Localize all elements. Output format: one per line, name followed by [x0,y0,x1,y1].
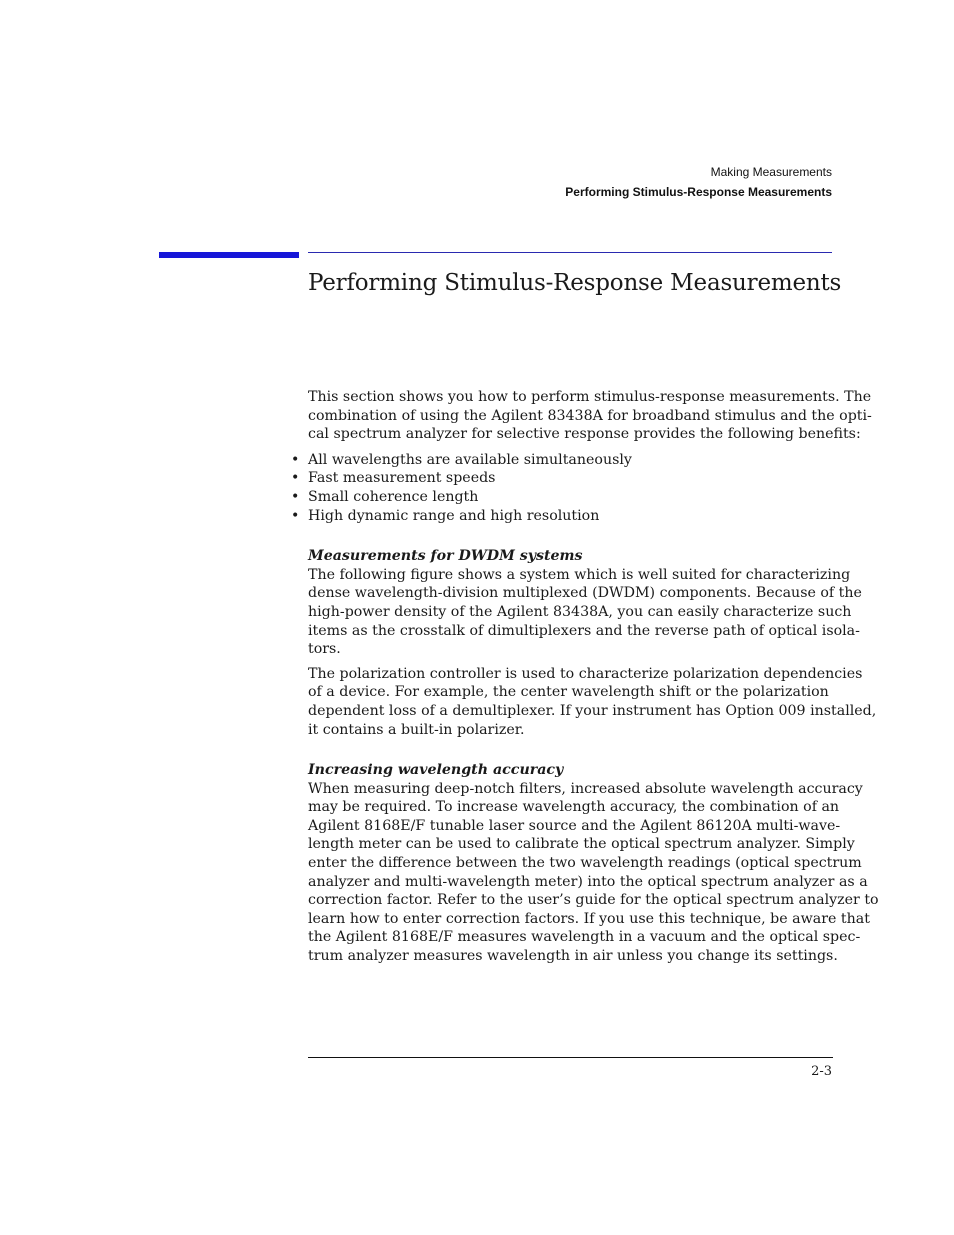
text-line: dense wavelength-division multiplexed (DWDM) components. Because of the [308,585,862,602]
text-line: of a device. For example, the center wavelength shift or the polarization [308,684,829,701]
running-head-chapter: Making Measurements [710,165,832,179]
text-line: This section shows you how to perform stimulus-response measurements. The [308,389,872,405]
list-item [291,507,832,526]
list-item-text: Small coherence length [308,488,479,505]
text-line: cal spectrum analyzer for selective response provides the following benefits: [308,426,861,443]
text-line: combination of using the Agilent 83438A for broadband stimulus and the opti- [308,407,872,424]
text-line: high-power density of the Agilent 83438A, you can easily characterize such [308,603,852,620]
title-rule [308,252,832,253]
section-heading-wavelength-accuracy: Increasing wavelength accuracy [308,762,564,779]
bullet-icon: • [291,507,300,524]
section-heading-dwdm: Measurements for DWDM systems [308,548,583,565]
running-head-section: Performing Stimulus-Response Measurements [565,185,832,199]
benefits-list [291,451,832,525]
text-line: Agilent 8168E/F tunable laser source and the Agilent 86120A multi-wave- [308,817,841,834]
text-line: analyzer and multi-wavelength meter) into the optical spectrum analyzer as a [308,873,868,890]
text-line: The polarization controller is used to characterize polarization dependencies [308,665,863,682]
footer-rule [308,1057,833,1058]
running-head [565,162,832,202]
dwdm-paragraph-1 [308,566,862,659]
text-line: items as the crosstalk of dimultiplexers and the reverse path of optical isola- [308,622,860,639]
list-item-text: High dynamic range and high resolution [308,507,600,524]
list-item-text: All wavelengths are available simultaneously [308,451,632,468]
title-accent-bar [159,252,299,258]
text-line: it contains a built-in polarizer. [308,721,525,738]
dwdm-paragraph-2 [308,665,877,739]
list-item [291,451,832,470]
text-line: learn how to enter correction factors. If you use this technique, be aware that [308,910,870,927]
list-item-text: Fast measurement speeds [308,470,496,487]
text-line: trum analyzer measures wavelength in air unless you change its settings. [308,948,838,965]
text-line: correction factor. Refer to the user’s guide for the optical spectrum analyzer to [308,892,879,909]
bullet-icon: • [291,451,300,468]
text-line: enter the difference between the two wavelength readings (optical spectrum [308,855,862,872]
text-line: length meter can be used to calibrate the optical spectrum analyzer. Simply [308,836,855,853]
text-line: The following figure shows a system which is well suited for characterizing [308,566,851,583]
intro-paragraph [308,388,872,444]
text-line: tors. [308,641,341,658]
wavelength-accuracy-paragraph [308,780,879,966]
body-content [291,388,879,966]
text-line: When measuring deep-notch filters, increased absolute wavelength accuracy [308,780,863,797]
list-item [291,488,832,507]
bullet-icon: • [291,470,300,487]
bullet-icon: • [291,488,300,505]
text-line: may be required. To increase wavelength accuracy, the combination of an [308,799,840,816]
page-title: Performing Stimulus-Response Measurements [308,270,842,296]
list-item [291,469,832,488]
page-number: 2-3 [811,1064,832,1079]
text-line: the Agilent 8168E/F measures wavelength in a vacuum and the optical spec- [308,929,861,946]
text-line: dependent loss of a demultiplexer. If your instrument has Option 009 installed, [308,702,877,719]
